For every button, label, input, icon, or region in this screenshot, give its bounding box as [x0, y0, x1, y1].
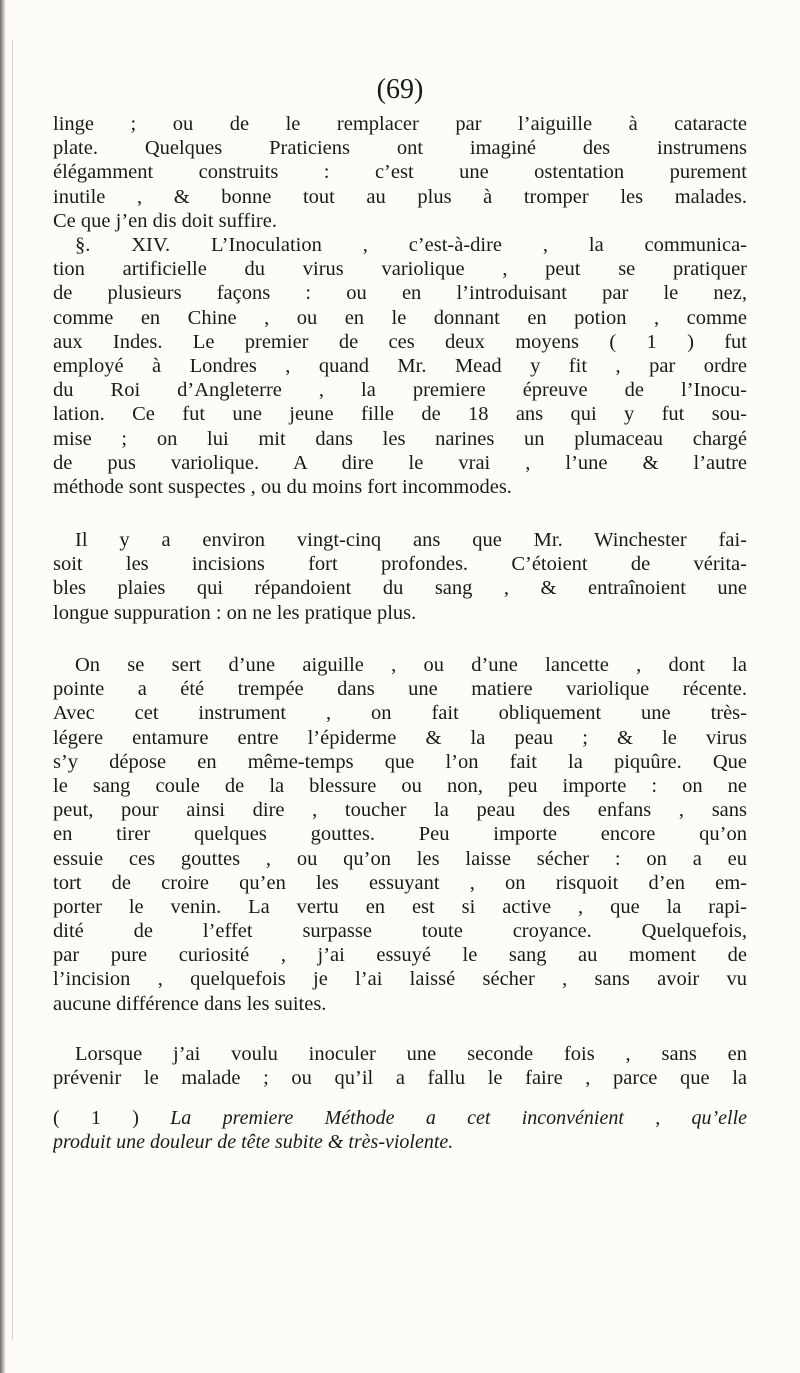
text-line: Lorsque j’ai voulu inoculer une seconde fois , sans en: [75, 1043, 747, 1065]
text-line: méthode sont suspectes , ou du moins fort incommodes.: [53, 475, 512, 498]
text-line: linge ; ou de le remplacer par l’aiguille à cataracte: [53, 113, 747, 135]
page-number: (69): [376, 74, 424, 105]
text-line: de plusieurs façons : ou en l’introduisant par le nez,: [53, 282, 747, 305]
text-line: s’y dépose en même-temps que l’on fait la piquûre. Que: [53, 750, 747, 773]
text-line: tort de croire qu’en les essuyant , on risquoit d’en em-: [53, 871, 747, 894]
text-line: peut, pour ainsi dire , toucher la peau des enfans , sans: [53, 799, 747, 822]
text-line: soit les incisions fort profondes. C’étoient de vérita-: [53, 553, 747, 576]
text-line: porter le venin. La vertu en est si active , que la rapi-: [53, 895, 747, 918]
text-line: du Roi d’Angleterre , la premiere épreuve de l’Inocu-: [53, 379, 747, 402]
text-line: élégamment construits : c’est une ostentation purement: [53, 161, 747, 184]
paragraph-3: [53, 528, 747, 625]
text-line: Avec cet instrument , on fait obliquement une très-: [53, 702, 747, 725]
page-fold-line: [12, 40, 13, 1340]
text-line: légere entamure entre l’épiderme & la peau ; & le virus: [53, 726, 747, 749]
paragraph-1: [53, 112, 747, 233]
text-line: par pure curiosité , j’ai essuyé le sang au moment de: [53, 944, 747, 967]
text-line: pointe a été trempée dans une matiere variolique récente.: [53, 678, 747, 701]
text-line: tion artificielle du virus variolique , peut se pratiquer: [53, 258, 747, 281]
text-line: aucune différence dans les suites.: [53, 992, 327, 1015]
footnote-marker: ( 1 ): [53, 1107, 139, 1129]
text-line: aux Indes. Le premier de ces deux moyens ( 1 ) fut: [53, 330, 747, 353]
paragraph-2: [53, 233, 747, 499]
text-line: employé à Londres , quand Mr. Mead y fit , par ordre: [53, 354, 747, 377]
text-line: de pus variolique. A dire le vrai , l’une & l’autre: [53, 451, 747, 474]
text-line: bles plaies qui répandoient du sang , & entraînoient une: [53, 577, 747, 600]
text-line: plate. Quelques Praticiens ont imaginé des instrumens: [53, 137, 747, 160]
text-line: prévenir le malade ; ou qu’il a fallu le faire , parce que la: [53, 1067, 747, 1090]
footnote: [53, 1106, 747, 1154]
text-line: lation. Ce fut une jeune fille de 18 ans qui y fut sou-: [53, 403, 747, 426]
text-line: en tirer quelques gouttes. Peu importe encore qu’on: [53, 823, 747, 846]
page-binding-edge: [0, 0, 6, 1373]
paragraph-4: [53, 653, 747, 1016]
footnote-text: La premiere Méthode a cet inconvénient , qu’elle: [170, 1107, 747, 1129]
text-line: inutile , & bonne tout au plus à tromper les malades.: [53, 185, 747, 208]
text-line: essuie ces gouttes , ou qu’on les laisse sécher : on a eu: [53, 847, 747, 870]
footnote-line: [53, 1106, 747, 1130]
text-line: dité de l’effet surpasse toute croyance. Quelquefois,: [53, 920, 747, 943]
text-line: comme en Chine , ou en le donnant en potion , comme: [53, 306, 747, 329]
footnote-line: produit une douleur de tête subite & très-violente.: [53, 1131, 454, 1154]
text-line: Il y a environ vingt-cinq ans que Mr. Winchester fai-: [75, 529, 747, 551]
text-line: §. XIV. L’Inoculation , c’est-à-dire , la communica-: [75, 234, 747, 256]
text-line: le sang coule de la blessure ou non, peu importe : on ne: [53, 774, 747, 797]
text-line: On se sert d’une aiguille , ou d’une lancette , dont la: [75, 654, 747, 676]
paragraph-5: [53, 1042, 747, 1090]
text-line: Ce que j’en dis doit suffire.: [53, 209, 277, 232]
text-line: mise ; on lui mit dans les narines un plumaceau chargé: [53, 427, 747, 450]
text-line: longue suppuration : on ne les pratique plus.: [53, 601, 417, 624]
text-line: l’incision , quelquefois je l’ai laissé sécher , sans avoir vu: [53, 968, 747, 991]
